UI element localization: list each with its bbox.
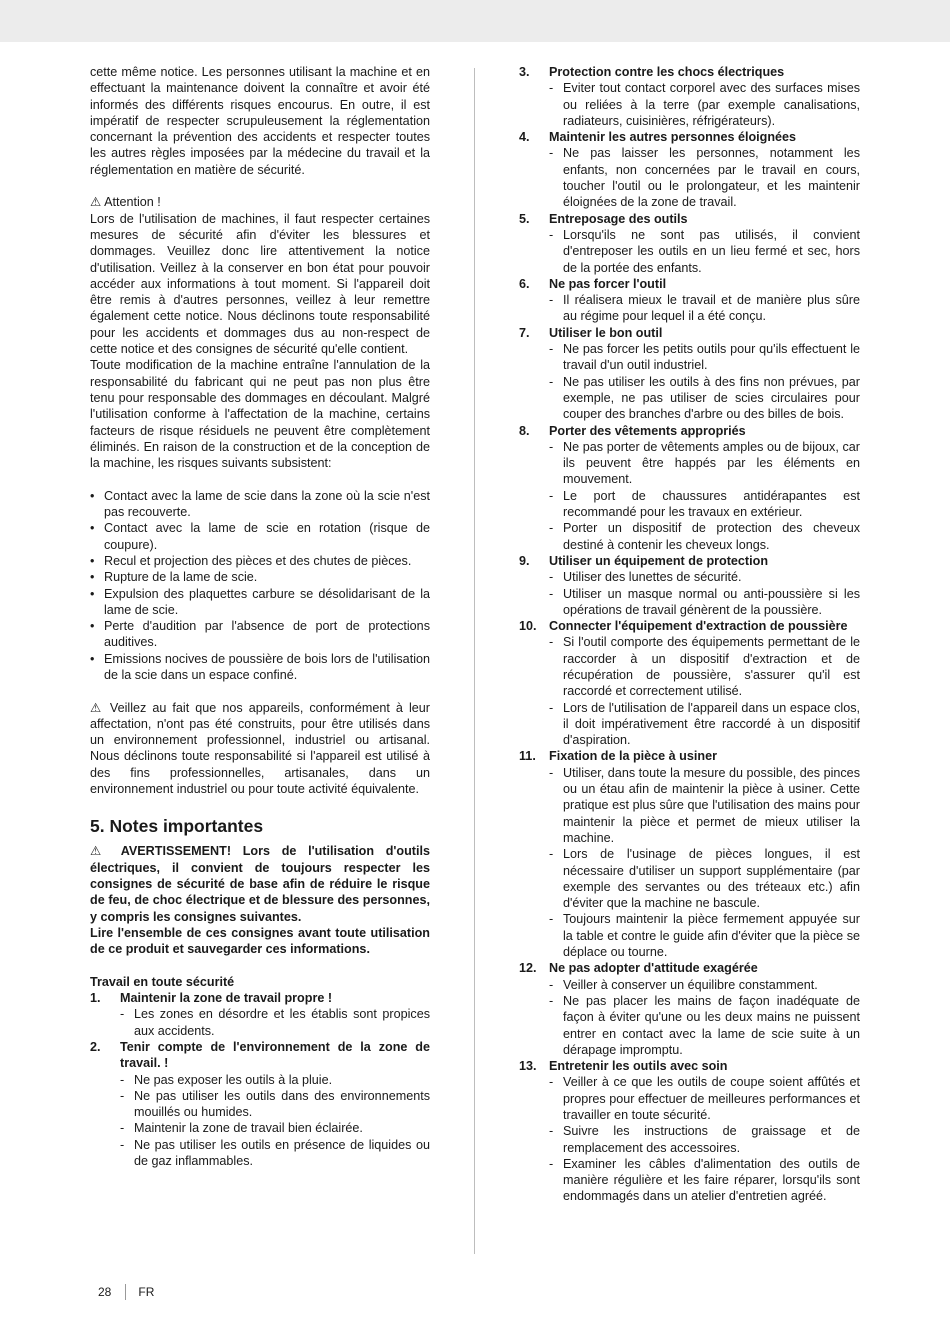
sub-item-text: Ne pas porter de vêtements amples ou de bijoux, car ils peuvent être happés par les éléments en mouvement. — [563, 439, 860, 487]
top-bar — [0, 0, 950, 42]
section-title: 5. Notes importantes — [90, 816, 264, 837]
travail-title: Travail en toute sécurité — [90, 974, 235, 989]
page-number: 28 — [98, 1285, 112, 1299]
numbered-item-9 — [519, 553, 860, 569]
list-item: • Rupture de la lame de scie. — [90, 569, 430, 585]
page-footer — [98, 1284, 154, 1300]
numbered-item-4 — [519, 129, 860, 145]
numbered-item-1 — [90, 990, 430, 1006]
sub-item: - Suivre les instructions de graissage et de remplacement des accessoires. — [549, 1124, 860, 1155]
footer-divider — [125, 1284, 126, 1300]
modification-paragraph: Toute modification de la machine entraîne l'annulation de la responsabilité du fabricant qui ne peut pas non plus être tenu pour responsable des dommages en découlant. Malgré l'utilisation conforme à l'affectation de la machine, certains facteurs de risque résiduels ne peuvent être complètement éliminés. En raison de la construction et de la conception de la machine, les risques suivants subsistent: — [90, 358, 430, 471]
numbered-item-3 — [519, 64, 860, 80]
sub-item-text: Porter un dispositif de protection des cheveux destiné à contenir les cheveux longs. — [563, 521, 860, 552]
numbered-item-2 — [90, 1039, 430, 1072]
item-number: 2. — [90, 1039, 101, 1054]
sub-item-text: Ne pas exposer les outils à la pluie. — [134, 1072, 333, 1087]
item-number: 11. — [519, 749, 536, 764]
sub-item: - Porter un dispositif de protection des cheveux destiné à contenir les cheveux longs. — [549, 521, 860, 552]
sub-item: - Lors de l'utilisation de l'appareil dans un espace clos, il doit impérativement être raccordé à un dispositif d'aspiration. — [549, 700, 860, 748]
sub-item-text: Lors de l'usinage de pièces longues, il est nécessaire d'utiliser un support supplémentaire (par exemple des servantes ou des tréteaux etc.) afin d'éviter que la machine ne bascule. — [563, 847, 860, 911]
left-column — [90, 64, 430, 1169]
sub-item: - Utiliser des lunettes de sécurité. — [549, 570, 742, 585]
sub-item-text: Ne pas laisser les personnes, notamment les enfants, non concernées par le travail en cours, toucher l'outil ou le prolongateur, et les maintenir éloignées de la zone de travail. — [563, 146, 860, 210]
item-number: 1. — [90, 991, 101, 1006]
sub-item-text: Maintenir la zone de travail bien éclairée. — [134, 1121, 363, 1136]
sub-item-text: Utiliser, dans toute la mesure du possible, des pinces ou un étau afin de maintenir la pièce à usiner. Cette pratique est plus sûre que l'utilisation des mains pour maintenir la pièce et permet de mieux utiliser la machine. — [563, 765, 860, 845]
sub-item: - Les zones en désordre et les établis sont propices aux accidents. — [120, 1007, 430, 1038]
sub-item-text: Lorsqu'ils ne sont pas utilisés, il convient d'entreposer les outils en un lieu fermé et sec, hors de la portée des enfants. — [563, 227, 860, 275]
sub-item: - Si l'outil comporte des équipements permettant de le raccorder à un dispositif d'extraction et de récupération de poussière, s'assurer qu'il est raccordé et correctement utilisé. — [549, 635, 860, 699]
list-item: • Contact avec la lame de scie dans la zone où la scie n'est pas recouverte. — [90, 488, 430, 521]
item-title: Ne pas forcer l'outil — [549, 276, 667, 291]
sub-item: - Eviter tout contact corporel avec des surfaces mises ou reliées à la terre (par exemple canalisations, radiateurs, cuisinières, réfrigérateurs). — [549, 81, 860, 128]
risk-list — [90, 488, 430, 684]
sub-item: - Ne pas utiliser les outils à des fins non prévues, par exemple, ne pas utiliser de scies circulaires pour couper des branches d'arbre ou des billes de bois. — [549, 374, 860, 422]
sub-item: - Ne pas porter de vêtements amples ou de bijoux, car ils peuvent être happés par les éléments en mouvement. — [549, 439, 860, 487]
sub-item-text: Veiller à ce que les outils de coupe soient affûtés et propres pour effectuer de meilleures performances et travailler en toute sécurité. — [563, 1075, 860, 1122]
veillez-paragraph: ⚠ Veillez au fait que nos appareils, conformément à leur affectation, n'ont pas été construits, pour être utilisés dans un environnement professionnel, industriel ou artisanal. Nous déclinons toute responsabilité si l'appareil est utilisé à des fins professionnelles, artisanales, dans un environnement industriel ou pour toute activité équivalente. — [90, 700, 430, 797]
item-number: 8. — [519, 423, 530, 438]
sub-item-text: Les zones en désordre et les établis sont propices aux accidents. — [134, 1007, 430, 1038]
numbered-item-13 — [519, 1058, 860, 1074]
attention-title: ⚠ Attention ! — [90, 195, 161, 210]
item-number: 6. — [519, 276, 530, 291]
item-title: Utiliser un équipement de protection — [549, 553, 769, 568]
item-number: 9. — [519, 553, 530, 568]
sub-item: - Lorsqu'ils ne sont pas utilisés, il convient d'entreposer les outils en un lieu fermé et sec, hors de la portée des enfants. — [549, 227, 860, 275]
sub-item: - Le port de chaussures antidérapantes est recommandé pour les travaux en extérieur. — [549, 488, 860, 520]
numbered-item-11 — [519, 748, 860, 764]
sub-item: - Ne pas utiliser les outils dans des environnements mouillés ou humides. — [120, 1088, 430, 1120]
sub-item-text: Si l'outil comporte des équipements permettant de le raccorder à un dispositif d'extraction et de récupération de poussière, s'assurer qu'il est raccordé et correctement utilisé. — [563, 635, 860, 699]
sub-item-text: Il réalisera mieux le travail et de manière plus sûre au régime pour lequel il a été conçu. — [563, 293, 860, 324]
item-title: Entreposage des outils — [549, 211, 688, 226]
numbered-item-5 — [519, 211, 860, 227]
sub-item-text: Utiliser un masque normal ou anti-poussière si les opérations de travail génèrent de la poussière. — [563, 586, 860, 617]
sub-item: - Veiller à conserver un équilibre constamment. — [549, 977, 818, 992]
sub-item-text: Lors de l'utilisation de l'appareil dans un espace clos, il doit impérativement être raccordé à un dispositif d'aspiration. — [563, 700, 860, 748]
item-title: Fixation de la pièce à usiner — [549, 749, 717, 764]
item-title: Connecter l'équipement d'extraction de poussière — [549, 619, 848, 634]
item-title: Maintenir la zone de travail propre ! — [120, 991, 333, 1006]
sub-item: - Examiner les câbles d'alimentation des outils de manière régulière et les faire réparer, lorsqu'ils sont endommagés dans un atelier d'entretien agréé. — [549, 1156, 860, 1204]
sub-item: - Ne pas laisser les personnes, notamment les enfants, non concernées par le travail en cours, toucher l'outil ou le prolongateur, et les maintenir éloignées de la zone de travail. — [549, 146, 860, 210]
intro-paragraph: cette même notice. Les personnes utilisant la machine et en effectuant la maintenance doivent la connaître et avoir été informés des différents risques encourus. En outre, il est impératif de respecter scrupuleusement la réglementation concernant la prévention des accidents et respecter toutes les autres règles imposées par la médecine du travail et la réglementation en matière de sécurité. — [90, 65, 430, 177]
sub-item-text: Ne pas utiliser les outils en présence de liquides ou de gaz inflammables. — [134, 1137, 430, 1168]
column-divider — [474, 68, 475, 1254]
sub-item-text: Ne pas utiliser les outils à des fins non prévues, par exemple, ne pas utiliser de scies circulaires pour couper des branches d'arbre ou des billes de bois. — [563, 374, 860, 422]
numbered-item-12 — [519, 960, 860, 976]
sub-item: - Utiliser, dans toute la mesure du possible, des pinces ou un étau afin de maintenir la pièce à usiner. Cette pratique est plus sûre que l'utilisation des mains pour maintenir la pièce et permet de mieux utiliser la machine. — [549, 765, 860, 845]
item-title: Tenir compte de l'environnement de la zone de travail. ! — [120, 1039, 430, 1071]
list-item: • Recul et projection des pièces et des chutes de pièces. — [90, 553, 430, 569]
sub-item: - Utiliser un masque normal ou anti-poussière si les opérations de travail génèrent de la poussière. — [549, 586, 860, 617]
sub-item-text: Ne pas forcer les petits outils pour qu'ils effectuent le travail d'un outil industriel. — [563, 342, 860, 373]
list-item: • Expulsion des plaquettes carbure se désolidarisant de la lame de scie. — [90, 586, 430, 619]
attention-paragraph: Lors de l'utilisation de machines, il faut respecter certaines mesures de sécurité afin d'éviter les blessures et dommages. Veuillez donc lire attentivement la notice d'utilisation. Veillez à la conserver en bon état pour pouvoir accéder aux informations à tout moment. Si l'appareil doit être remis à d'autres personnes, veillez à leur remettre également cette notice. Nous déclinons toute responsabilité pour les accidents et dommages dus au non-respect de cette notice et des consignes de sécurité qu'elle contient. — [90, 211, 430, 357]
sub-item: - Ne pas forcer les petits outils pour qu'ils effectuent le travail d'un outil industriel. — [549, 342, 860, 373]
item-number: 12. — [519, 961, 537, 976]
sub-item-text: Veiller à conserver un équilibre constamment. — [563, 977, 818, 992]
sub-item: - Ne pas exposer les outils à la pluie. — [120, 1072, 333, 1087]
sub-item-text: Le port de chaussures antidérapantes est recommandé pour les travaux en extérieur. — [563, 488, 860, 520]
sub-item: - Lors de l'usinage de pièces longues, il est nécessaire d'utiliser un support supplémentaire (par exemple des servantes ou des tréteaux etc.) afin d'éviter que la machine ne bascule. — [549, 847, 860, 911]
item-title: Protection contre les chocs électriques — [549, 65, 785, 79]
item-number: 4. — [519, 130, 530, 145]
sub-item-text: Suivre les instructions de graissage et de remplacement des accessoires. — [563, 1124, 860, 1155]
sub-item: - Veiller à ce que les outils de coupe soient affûtés et propres pour effectuer de meilleures performances et travailler en toute sécurité. — [549, 1075, 860, 1122]
language-code: FR — [138, 1285, 155, 1299]
item-number: 3. — [519, 65, 530, 79]
item-number: 10. — [519, 619, 537, 634]
list-item: • Perte d'audition par l'absence de port de protections auditives. — [90, 618, 430, 651]
item-title: Utiliser le bon outil — [549, 325, 663, 340]
numbered-item-7 — [519, 325, 860, 341]
item-number: 7. — [519, 325, 530, 340]
item-number: 13. — [519, 1059, 537, 1074]
sub-item: - Ne pas placer les mains de façon inadéquate de façon à éviter qu'une ou les deux mains ne puissent entrer en contact avec la lame de scie suite à un dérapage impromptu. — [549, 993, 860, 1057]
item-title: Maintenir les autres personnes éloignées — [549, 130, 797, 145]
sub-item-text: Toujours maintenir la pièce fermement appuyée sur la table et contre le guide afin d'éviter que la pièce se déplace ou tourne. — [563, 912, 860, 960]
list-item: • Contact avec la lame de scie en rotation (risque de coupure). — [90, 520, 430, 553]
sub-item-text: Utiliser des lunettes de sécurité. — [563, 570, 742, 585]
sub-item: - Maintenir la zone de travail bien éclairée. — [120, 1121, 363, 1136]
warning-paragraph-2: Lire l'ensemble de ces consignes avant toute utilisation de ce produit et sauvegarder ces informations. — [90, 925, 430, 957]
item-number: 5. — [519, 211, 530, 226]
sub-item-text: Eviter tout contact corporel avec des surfaces mises ou reliées à la terre (par exemple canalisations, radiateurs, cuisinières, réfrigérateurs). — [563, 81, 860, 128]
item-title: Entretenir les outils avec soin — [549, 1059, 728, 1074]
warning-paragraph: ⚠ AVERTISSEMENT! Lors de l'utilisation d'outils électriques, il convient de toujours respecter les consignes de sécurité de base afin de réduire le risque de feu, de choc électrique et de blessure des personnes, y compris les consignes suivantes. — [90, 844, 430, 924]
numbered-item-6 — [519, 276, 860, 292]
sub-item: - Ne pas utiliser les outils en présence de liquides ou de gaz inflammables. — [120, 1137, 430, 1168]
sub-item-text: Ne pas placer les mains de façon inadéquate de façon à éviter qu'une ou les deux mains ne puissent entrer en contact avec la lame de scie suite à un dérapage impromptu. — [563, 993, 860, 1057]
sub-item: - Il réalisera mieux le travail et de manière plus sûre au régime pour lequel il a été conçu. — [549, 293, 860, 324]
list-item: • Emissions nocives de poussière de bois lors de l'utilisation de la scie dans un espace confiné. — [90, 651, 430, 684]
numbered-item-8 — [519, 423, 860, 439]
sub-item-text: Ne pas utiliser les outils dans des environnements mouillés ou humides. — [134, 1088, 430, 1120]
right-column — [519, 64, 860, 1205]
item-title: Porter des vêtements appropriés — [549, 423, 746, 438]
numbered-item-10 — [519, 618, 860, 634]
sub-item-text: Examiner les câbles d'alimentation des outils de manière régulière et les faire réparer, lorsqu'ils sont endommagés dans un atelier d'entretien agréé. — [563, 1156, 860, 1204]
sub-item: - Toujours maintenir la pièce fermement appuyée sur la table et contre le guide afin d'éviter que la pièce se déplace ou tourne. — [549, 912, 860, 960]
item-title: Ne pas adopter d'attitude exagérée — [549, 961, 758, 976]
